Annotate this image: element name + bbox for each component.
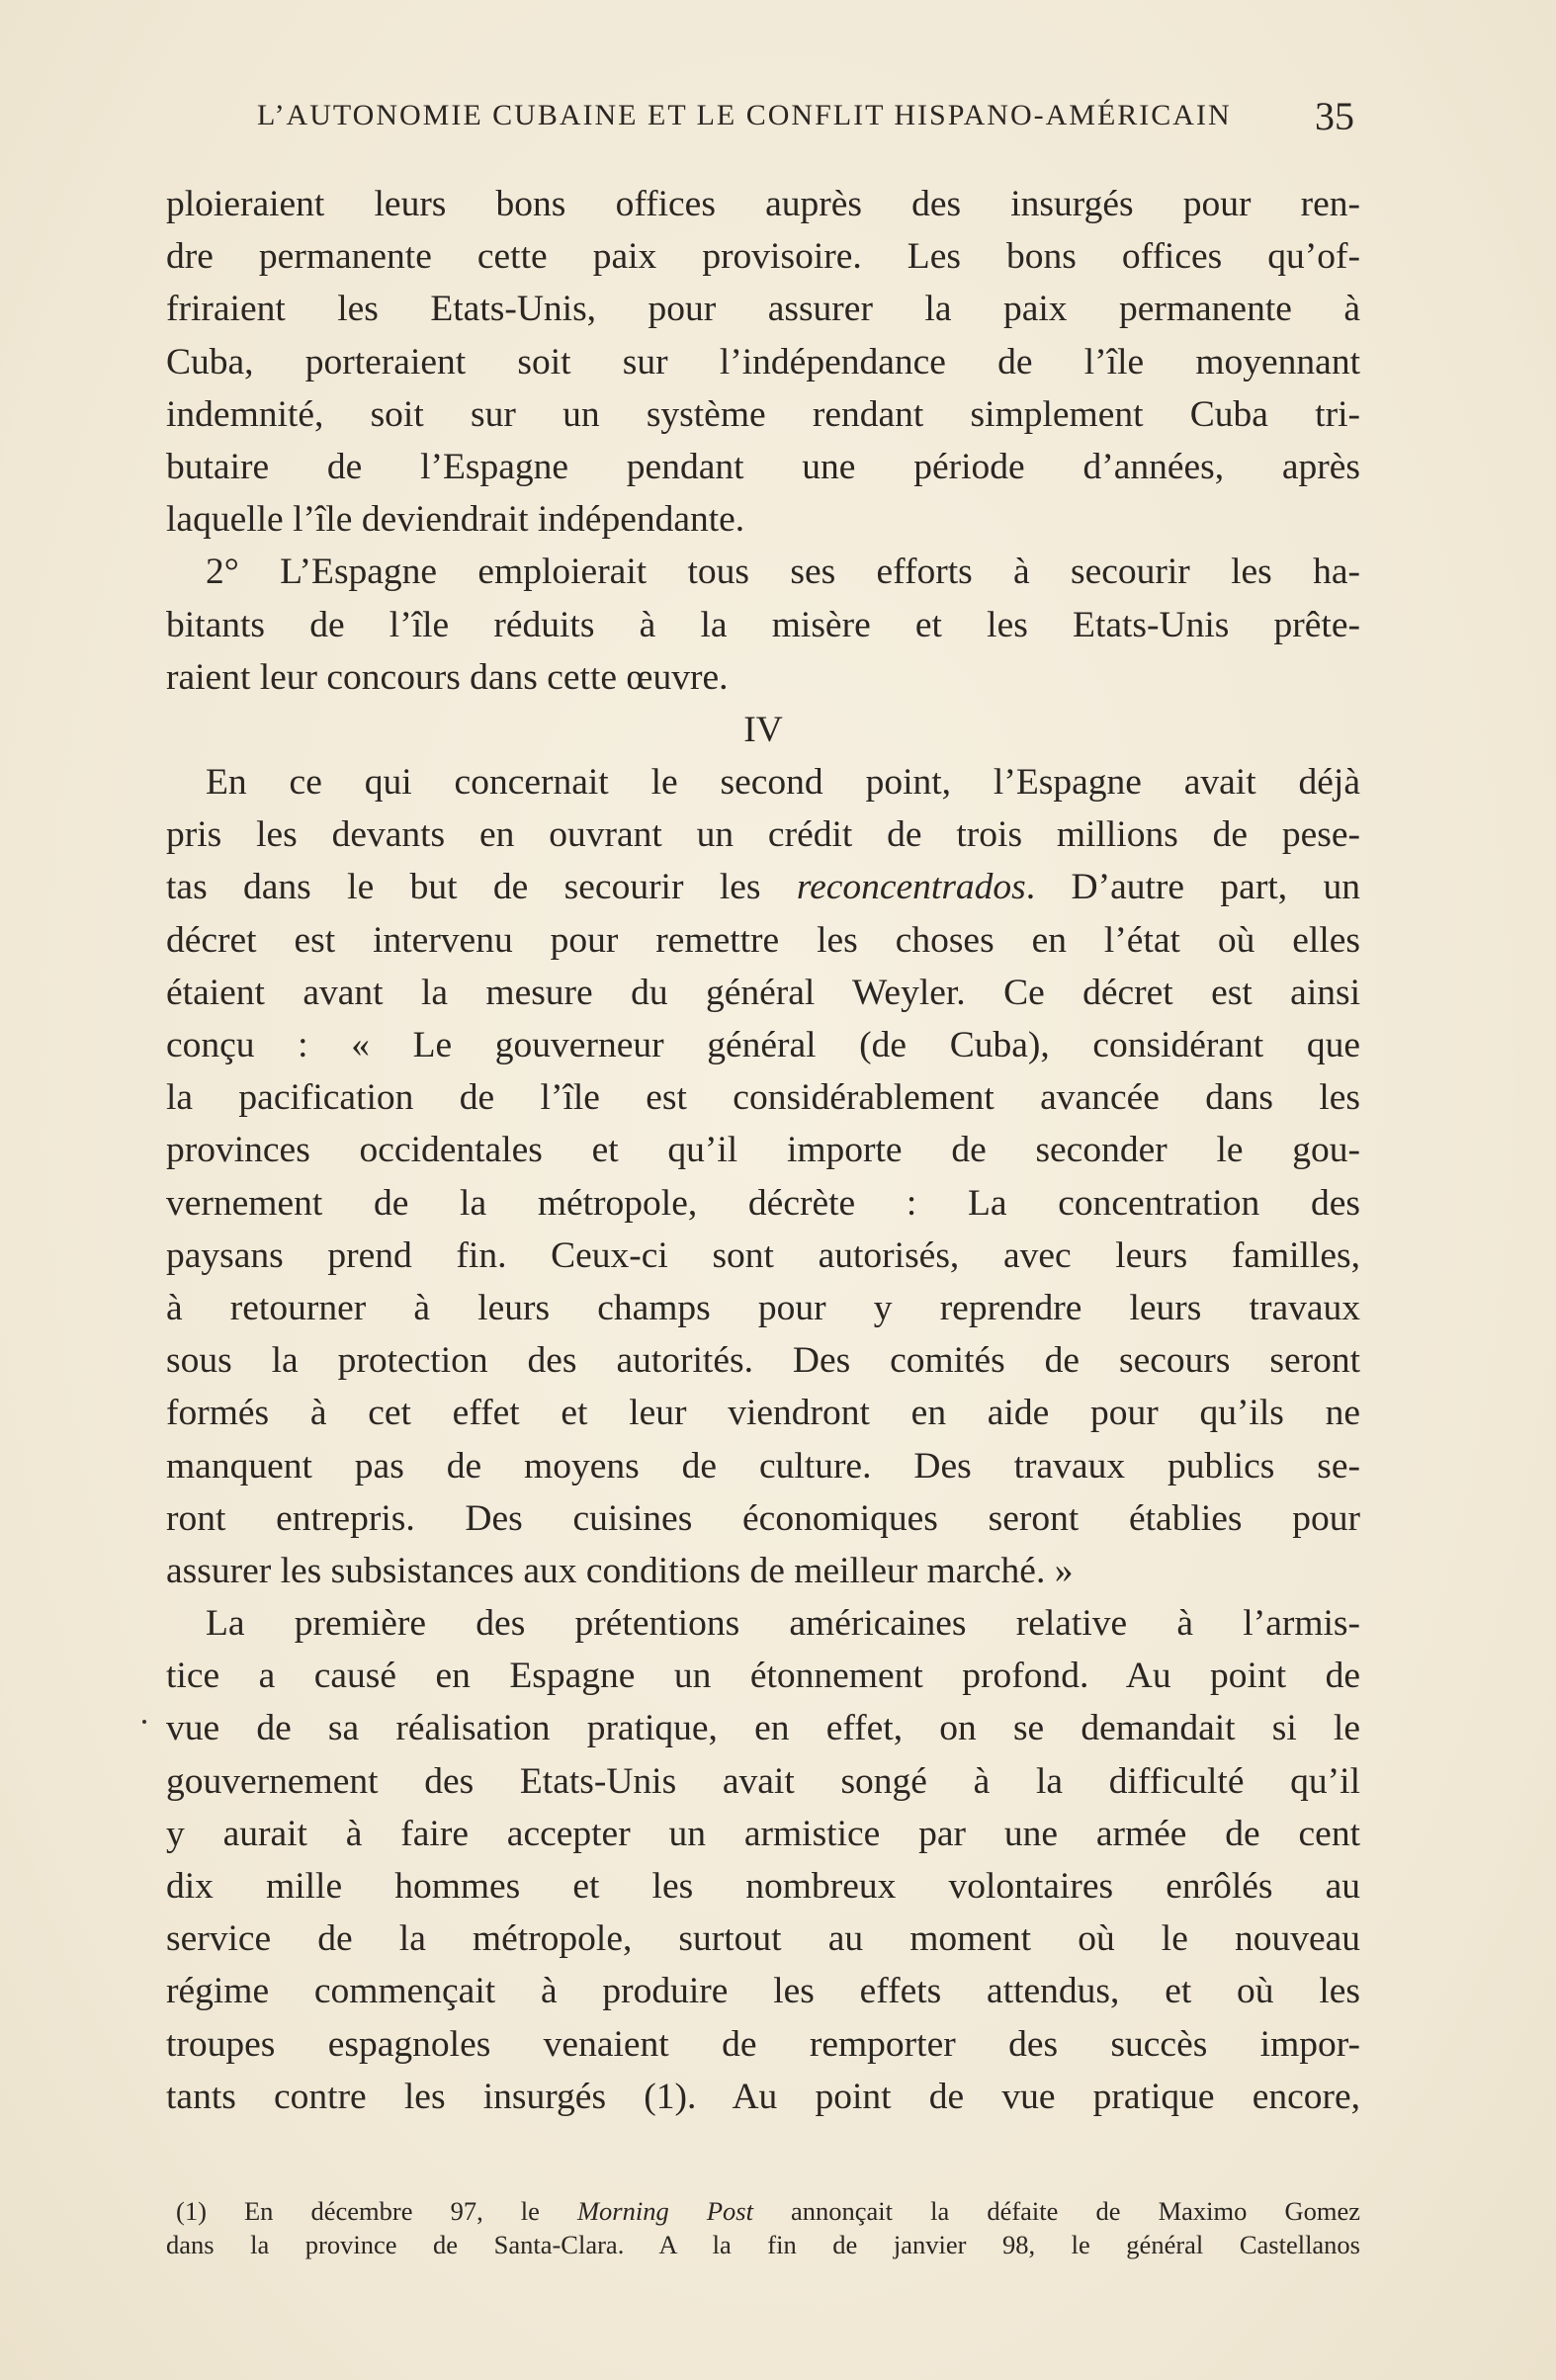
text-line: conçu : « Le gouverneur général (de Cuba), considérant que (166, 1025, 1360, 1065)
text-line: En ce qui concernait le second point, l’Espagne avait déjà (206, 762, 1360, 804)
page-number: 35 (1315, 94, 1354, 138)
text-line: bitants de l’île réduits à la misère et les Etats-Unis prête- (166, 604, 1360, 645)
text-line: indemnité, soit sur un système rendant simplement Cuba tri- (166, 393, 1360, 435)
text-fragment: . D’autre part, un (1025, 867, 1360, 908)
text-line: y aurait à faire accepter un armistice par une armée de cent (166, 1813, 1360, 1854)
text-fragment: annonçait la défaite de Maximo Gomez (752, 2196, 1360, 2226)
text-line-with-italic (166, 861, 1360, 913)
footnotes (166, 2194, 1360, 2261)
footnote-line (166, 2194, 1360, 2228)
text-line: tice a causé en Espagne un étonnement profond. Au point de (166, 1656, 1360, 1697)
text-line: butaire de l’Espagne pendant une période d’années, après (166, 446, 1360, 487)
text-line: laquelle l’île deviendrait indépendante. (166, 499, 745, 541)
text-line: ront entrepris. Des cuisines économiques seront établies pour (166, 1497, 1360, 1539)
margin-dot-mark (142, 1720, 146, 1724)
italic-term: reconcentrados (796, 867, 1026, 908)
text-line: friraient les Etats-Unis, pour assurer la paix permanente à (166, 289, 1360, 330)
text-line: vue de sa réalisation pratique, en effet, on se demandait si le (166, 1708, 1360, 1749)
text-line: gouvernement des Etats-Unis avait songé à la difficulté qu’il (166, 1760, 1360, 1802)
text-line: paysans prend fin. Ceux-ci sont autorisés, avec leurs familles, (166, 1234, 1360, 1276)
text-line: manquent pas de moyens de culture. Des travaux publics se- (166, 1445, 1360, 1487)
text-line: La première des prétentions américaines relative à l’armis- (206, 1603, 1360, 1645)
text-line: 2° L’Espagne emploierait tous ses efforts à secourir les ha- (206, 552, 1360, 593)
text-line: décret est intervenu pour remettre les choses en l’état où elles (166, 919, 1360, 961)
text-line: dix mille hommes et les nombreux volontaires enrôlés au (166, 1866, 1360, 1907)
text-line: pris les devants en ouvrant un crédit de trois millions de pese- (166, 814, 1360, 856)
running-head (168, 94, 1354, 148)
text-line: ploieraient leurs bons offices auprès des insurgés pour ren- (166, 184, 1360, 224)
footnote-line: dans la province de Santa-Clara. A la fin de janvier 98, le général Castellanos (166, 2230, 1360, 2259)
text-line: dre permanente cette paix provisoire. Les bons offices qu’of- (166, 236, 1360, 278)
text-line: provinces occidentales et qu’il importe de seconder le gou- (166, 1130, 1360, 1171)
text-line: Cuba, porteraient soit sur l’indépendance de l’île moyennant (166, 341, 1360, 382)
italic-term: Morning Post (576, 2196, 753, 2226)
text-fragment: (1) En décembre 97, le (176, 2196, 577, 2226)
text-line: assurer les subsistances aux conditions de meilleur marché. » (166, 1550, 1074, 1591)
text-line: formés à cet effet et leur viendront en aide pour qu’ils ne (166, 1393, 1360, 1434)
text-line: tants contre les insurgés (1). Au point de vue pratique encore, (166, 2076, 1360, 2117)
text-line: raient leur concours dans cette œuvre. (166, 656, 729, 698)
text-line: régime commençait à produire les effets attendus, et où les (166, 1971, 1360, 2012)
text-line: la pacification de l’île est considérablement avancée dans les (166, 1077, 1360, 1119)
text-line: vernement de la métropole, décrète : La concentration des (166, 1182, 1360, 1224)
text-line: à retourner à leurs champs pour y reprendre leurs travaux (166, 1287, 1360, 1328)
running-title: L’AUTONOMIE CUBAINE ET LE CONFLIT HISPANO-AMÉRICAIN (257, 99, 1232, 131)
text-line: étaient avant la mesure du général Weyler. Ce décret est ainsi (166, 972, 1360, 1013)
text-line: sous la protection des autorités. Des comités de secours seront (166, 1340, 1360, 1382)
section-heading: IV (743, 709, 783, 750)
text-fragment: tas dans le but de secourir les (166, 867, 797, 908)
body-text (166, 178, 1360, 2123)
text-line: troupes espagnoles venaient de remporter des succès impor- (166, 2023, 1360, 2065)
text-line: service de la métropole, surtout au moment où le nouveau (166, 1918, 1360, 1960)
